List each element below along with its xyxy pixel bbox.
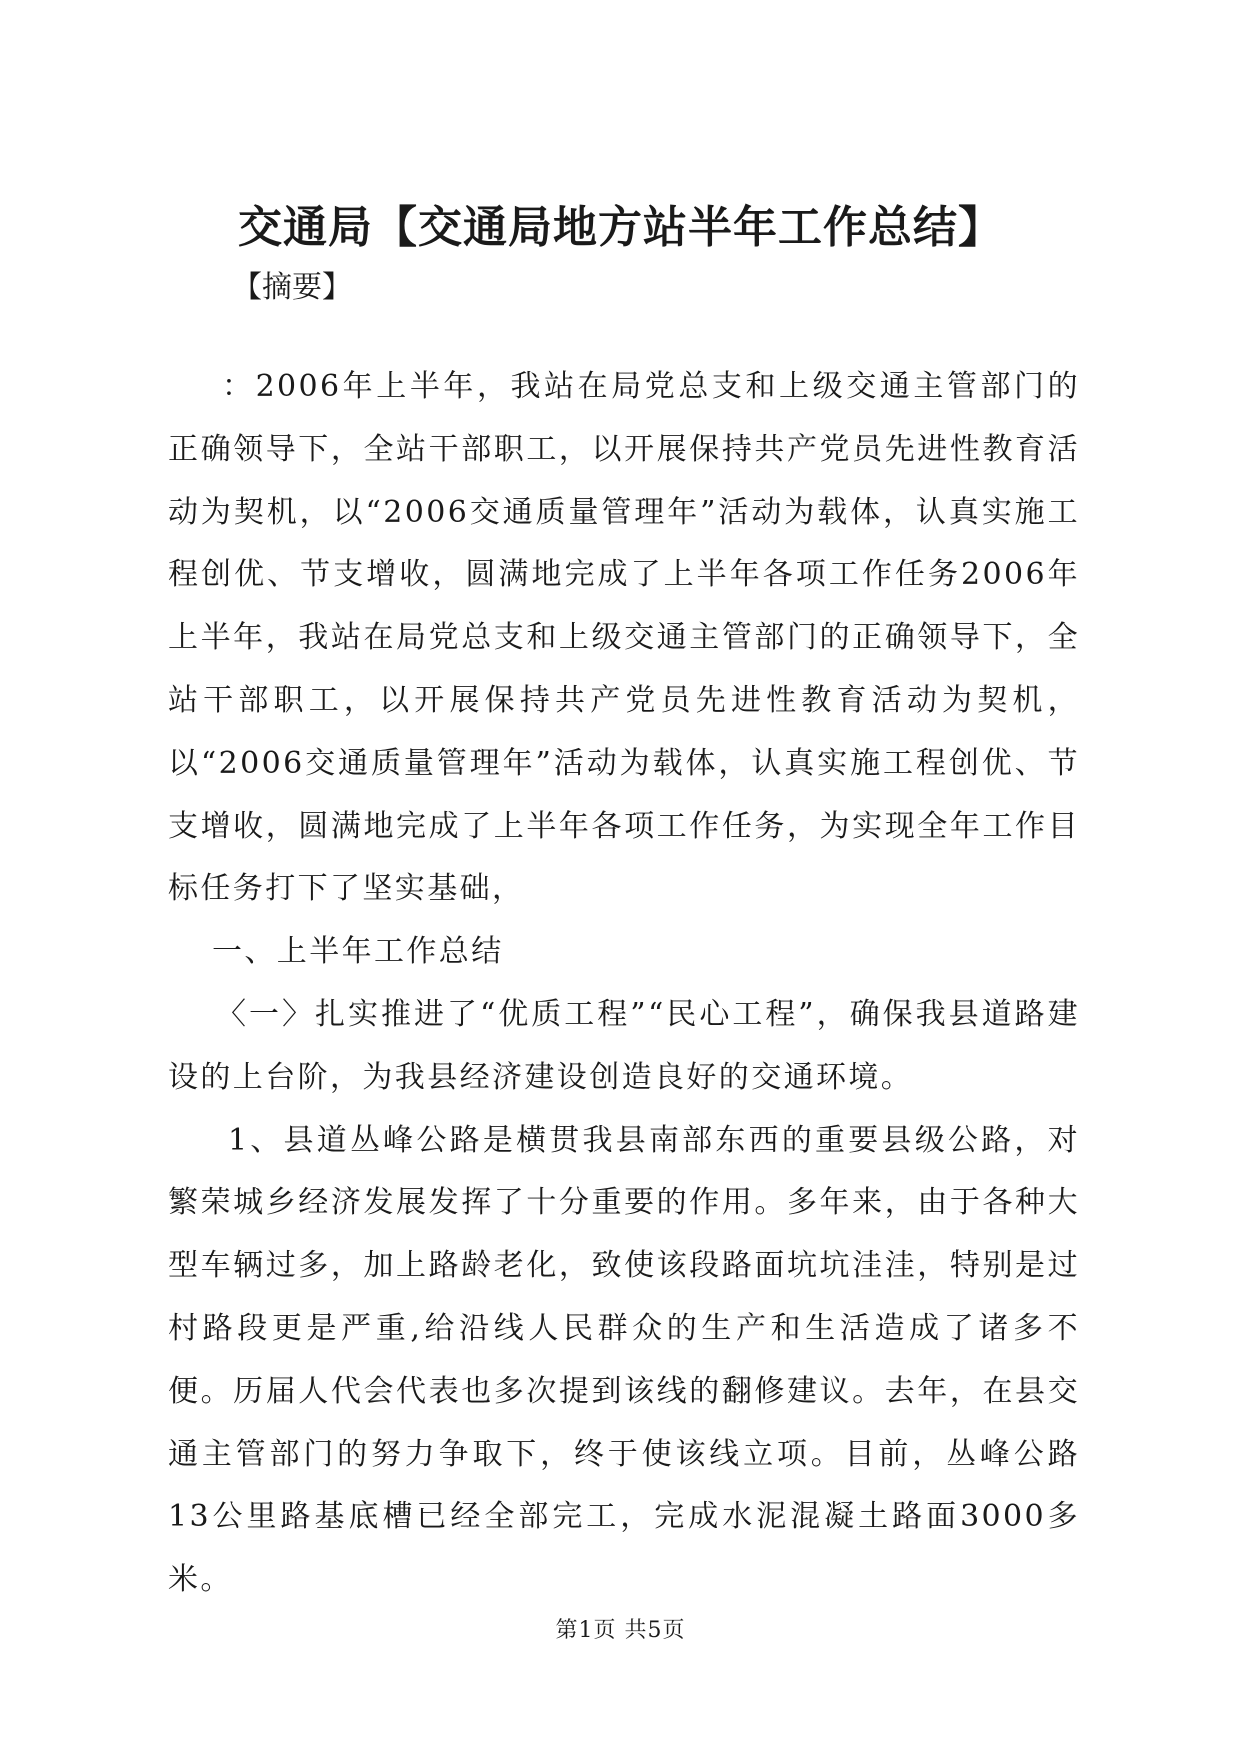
- subsection-heading: 〈一〉扎实推进了“优质工程”“民心工程”，确保我县道路建设的上台阶，为我县经济建设创造良好的交通环境。: [168, 996, 1080, 1095]
- abstract-label: 【摘要】: [232, 270, 352, 305]
- document-title: 交通局【交通局地方站半年工作总结】: [238, 202, 1003, 253]
- paragraph-abstract: ：2006年上半年，我站在局党总支和上级交通主管部门的正确领导下，全站干部职工，以开展保持共产党员先进性教育活动为契机，以“2006交通质量管理年”活动为载体，认真实施工程创优、节支增收，圆满地完成了上半年各项工作任务2006年上半年，我站在局党总支和上级交通主管部门的正确领导下，全站干部职工，以开展保持共产党员先进性教育活动为契机，以“2006交通质量管理年”活动为载体，认真实施工程创优、节支增收，圆满地完成了上半年各项工作任务，为实现全年工作目标任务打下了坚实基础，: [168, 369, 1080, 907]
- document-body: [168, 356, 1080, 1612]
- section-heading: 一、上半年工作总结: [212, 934, 504, 970]
- page-indicator: 第1页 共5页: [555, 1618, 686, 1643]
- paragraph-item-1: 1、县道丛峰公路是横贯我县南部东西的重要县级公路，对繁荣城乡经济发展发挥了十分重要的作用。多年来，由于各种大型车辆过多，加上路龄老化，致使该段路面坑坑洼洼，特别是过村路段更是严重,给沿线人民群众的生产和生活造成了诸多不便。历届人代会代表也多次提到该线的翻修建议。去年，在县交通主管部门的努力争取下，终于使该线立项。目前，丛峰公路13公里路基底槽已经全部完工，完成水泥混凝土路面3000多米。: [168, 1122, 1080, 1598]
